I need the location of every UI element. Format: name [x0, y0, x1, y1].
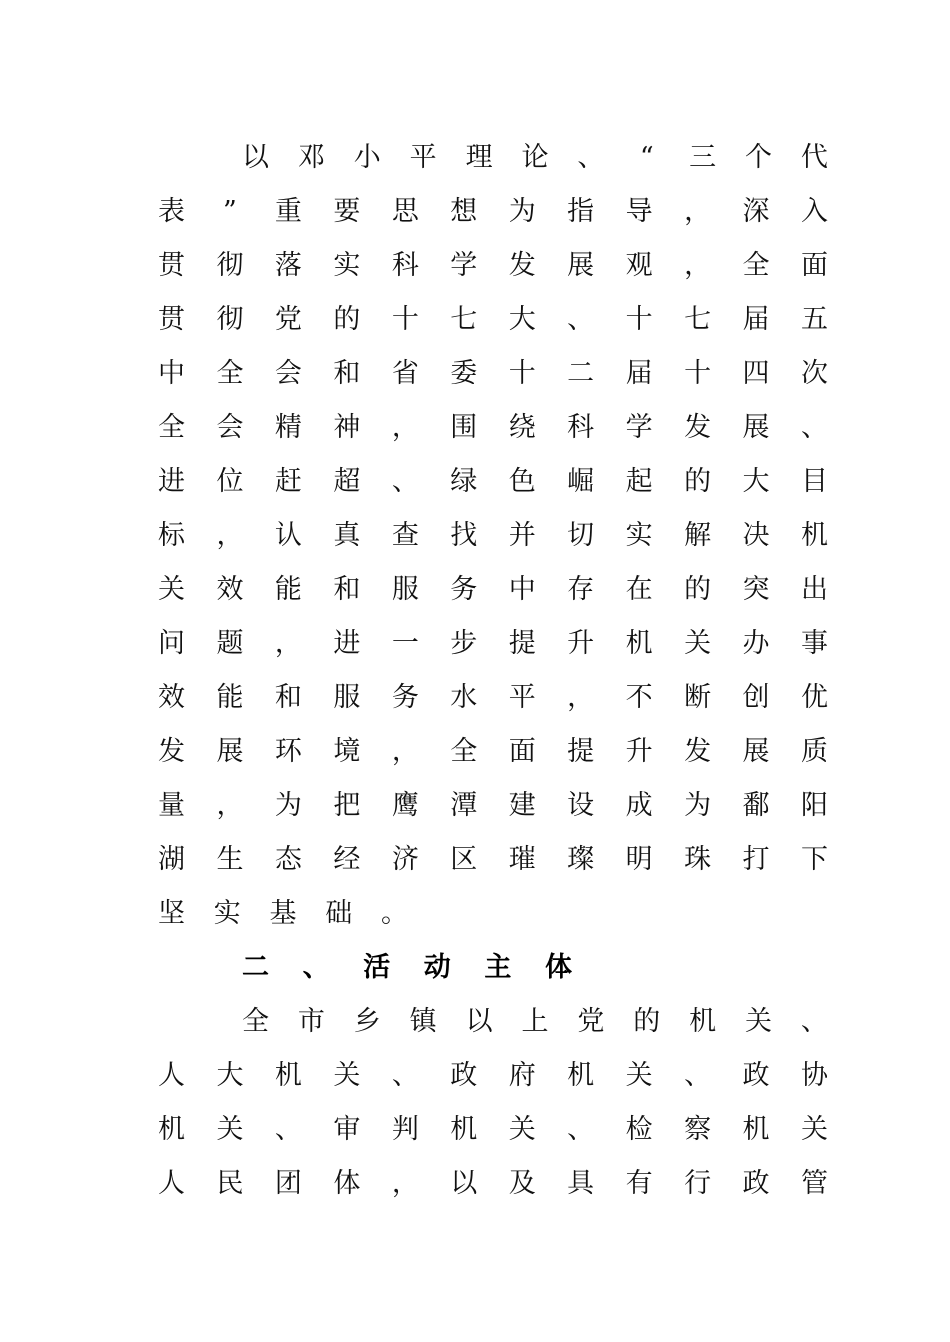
- text-char: 问: [158, 628, 185, 659]
- text-char: 设: [567, 790, 595, 821]
- text-char: 七: [684, 304, 712, 335]
- text-char: 升: [567, 628, 595, 659]
- text-char: “: [639, 142, 654, 173]
- text-char: 和: [274, 682, 302, 713]
- text-char: 境: [333, 736, 361, 767]
- text-char: 面: [800, 250, 828, 281]
- text-line: [158, 354, 828, 394]
- text-char: 平: [508, 682, 536, 713]
- text-char: 上: [521, 1006, 549, 1037]
- text-char: 量: [158, 790, 185, 821]
- text-char: 态: [274, 844, 302, 875]
- section-heading: [242, 948, 572, 988]
- text-char: 人: [158, 1168, 185, 1199]
- text-char: 坚: [158, 898, 185, 929]
- text-char: 察: [684, 1114, 712, 1145]
- text-char: 三: [689, 142, 717, 173]
- text-char: 经: [333, 844, 361, 875]
- text-char: 学: [625, 412, 653, 443]
- text-char: 找: [450, 520, 478, 551]
- text-char: 实: [625, 520, 653, 551]
- text-char: 为: [684, 790, 712, 821]
- text-char: ，: [274, 628, 302, 659]
- text-line: [158, 732, 828, 772]
- text-char: 理: [465, 142, 493, 173]
- text-char: 委: [450, 358, 478, 389]
- text-char: 决: [742, 520, 770, 551]
- text-char: 、: [302, 952, 330, 983]
- text-char: 七: [450, 304, 478, 335]
- text-char: 步: [450, 628, 478, 659]
- text-char: 不: [625, 682, 653, 713]
- text-char: 小: [353, 142, 381, 173]
- text-char: 政: [450, 1060, 478, 1091]
- text-char: 会: [274, 358, 302, 389]
- text-char: 想: [450, 196, 478, 227]
- text-char: 党: [577, 1006, 605, 1037]
- text-char: 起: [625, 466, 653, 497]
- text-char: 机: [625, 628, 653, 659]
- text-char: 升: [625, 736, 653, 767]
- text-char: 全: [216, 358, 244, 389]
- text-char: 切: [567, 520, 595, 551]
- text-char: 邓: [297, 142, 325, 173]
- text-char: 发: [684, 736, 712, 767]
- text-char: 论: [521, 142, 549, 173]
- text-line: [158, 570, 828, 610]
- text-char: 及: [508, 1168, 536, 1199]
- text-char: 务: [391, 682, 419, 713]
- text-line: [158, 1056, 828, 1096]
- text-char: 围: [450, 412, 478, 443]
- text-char: 展: [742, 736, 770, 767]
- text-char: 为: [508, 196, 536, 227]
- text-char: 中: [508, 574, 536, 605]
- text-char: 落: [274, 250, 302, 281]
- text-char: ，: [216, 520, 244, 551]
- text-char: 全: [158, 412, 185, 443]
- text-line: [158, 678, 828, 718]
- text-char: 创: [742, 682, 770, 713]
- text-char: 审: [333, 1114, 361, 1145]
- text-char: 十: [625, 304, 653, 335]
- text-char: 代: [800, 142, 828, 173]
- text-line: [158, 1164, 828, 1204]
- text-char: 精: [274, 412, 302, 443]
- text-char: 检: [625, 1114, 653, 1145]
- text-char: 础: [325, 898, 353, 929]
- text-char: 出: [800, 574, 828, 605]
- text-char: ，: [391, 736, 419, 767]
- text-char: 关: [625, 1060, 653, 1091]
- text-char: 发: [508, 250, 536, 281]
- text-char: 面: [508, 736, 536, 767]
- text-char: 优: [800, 682, 828, 713]
- text-char: 二: [567, 358, 595, 389]
- text-char: 查: [391, 520, 419, 551]
- text-char: 能: [274, 574, 302, 605]
- text-char: 要: [333, 196, 361, 227]
- text-char: 彻: [216, 250, 244, 281]
- text-line: [158, 516, 828, 556]
- text-char: 党: [274, 304, 302, 335]
- text-char: 机: [274, 1060, 302, 1091]
- text-char: 、: [567, 304, 595, 335]
- text-char: 行: [684, 1168, 712, 1199]
- text-char: 标: [158, 520, 185, 551]
- text-char: 全: [450, 736, 478, 767]
- text-char: 璨: [567, 844, 595, 875]
- text-char: 政: [742, 1060, 770, 1091]
- text-char: 、: [800, 1006, 828, 1037]
- text-char: 机: [158, 1114, 185, 1145]
- text-line: [158, 786, 828, 826]
- text-char: 四: [742, 358, 770, 389]
- text-char: 观: [625, 250, 653, 281]
- text-char: 表: [158, 196, 185, 227]
- text-line: [158, 300, 828, 340]
- text-char: 断: [684, 682, 712, 713]
- text-char: 彻: [216, 304, 244, 335]
- text-char: 并: [508, 520, 536, 551]
- text-char: 思: [391, 196, 419, 227]
- text-char: 机: [742, 1114, 770, 1145]
- text-char: 有: [625, 1168, 653, 1199]
- text-char: 生: [216, 844, 244, 875]
- text-line: [158, 192, 828, 232]
- text-char: ，: [567, 682, 595, 713]
- text-char: 潭: [450, 790, 478, 821]
- text-char: 关: [333, 1060, 361, 1091]
- text-line: [158, 840, 828, 880]
- text-char: 为: [274, 790, 302, 821]
- text-char: 政: [742, 1168, 770, 1199]
- text-char: 团: [274, 1168, 302, 1199]
- text-char: 体: [333, 1168, 361, 1199]
- text-char: 中: [158, 358, 185, 389]
- text-char: ，: [684, 250, 712, 281]
- text-char: 题: [216, 628, 244, 659]
- text-char: 效: [216, 574, 244, 605]
- text-char: 赶: [274, 466, 302, 497]
- text-char: 届: [742, 304, 770, 335]
- text-char: 全: [242, 1006, 269, 1037]
- text-line: [158, 624, 828, 664]
- text-char: 绕: [508, 412, 536, 443]
- text-char: 璀: [508, 844, 536, 875]
- text-char: 的: [333, 304, 361, 335]
- text-char: 办: [742, 628, 770, 659]
- text-char: 活: [363, 952, 391, 983]
- text-char: 建: [508, 790, 536, 821]
- text-char: 把: [333, 790, 361, 821]
- text-char: 、: [274, 1114, 302, 1145]
- text-char: 乡: [353, 1006, 381, 1037]
- text-char: 镇: [409, 1006, 437, 1037]
- text-char: 成: [625, 790, 653, 821]
- text-char: 个: [745, 142, 773, 173]
- text-char: 、: [577, 142, 605, 173]
- text-char: ，: [391, 1168, 419, 1199]
- text-char: 机: [800, 520, 828, 551]
- text-char: 位: [216, 466, 244, 497]
- text-char: 发: [684, 412, 712, 443]
- text-char: 和: [333, 574, 361, 605]
- text-char: 重: [274, 196, 302, 227]
- text-char: 十: [391, 304, 419, 335]
- text-char: 会: [216, 412, 244, 443]
- text-char: 存: [567, 574, 595, 605]
- text-char: 区: [450, 844, 478, 875]
- text-char: 学: [450, 250, 478, 281]
- text-line: [158, 408, 828, 448]
- text-char: 入: [800, 196, 828, 227]
- text-char: 提: [567, 736, 595, 767]
- text-line: [242, 138, 828, 178]
- text-char: ，: [391, 412, 419, 443]
- text-char: 超: [333, 466, 361, 497]
- text-char: 务: [450, 574, 478, 605]
- text-char: 关: [508, 1114, 536, 1145]
- text-char: 的: [684, 466, 712, 497]
- text-line: [158, 1110, 828, 1150]
- text-char: 色: [508, 466, 536, 497]
- text-char: 阳: [800, 790, 828, 821]
- text-char: 具: [567, 1168, 595, 1199]
- text-char: 服: [333, 682, 361, 713]
- text-char: 民: [216, 1168, 244, 1199]
- text-char: 十: [508, 358, 536, 389]
- text-char: 下: [800, 844, 828, 875]
- text-char: 展: [742, 412, 770, 443]
- text-char: 突: [742, 574, 770, 605]
- text-char: 鄱: [742, 790, 770, 821]
- text-char: 环: [274, 736, 302, 767]
- text-char: 次: [800, 358, 828, 389]
- text-char: 主: [484, 952, 512, 983]
- text-char: 济: [391, 844, 419, 875]
- text-char: 科: [391, 250, 419, 281]
- text-line: [158, 894, 408, 934]
- text-char: 以: [242, 142, 269, 173]
- text-char: 导: [625, 196, 653, 227]
- text-char: 在: [625, 574, 653, 605]
- text-char: 人: [158, 1060, 185, 1091]
- text-char: 一: [391, 628, 419, 659]
- text-char: 十: [684, 358, 712, 389]
- text-char: 关: [800, 1114, 828, 1145]
- text-char: 届: [625, 358, 653, 389]
- text-line: [158, 462, 828, 502]
- text-char: 展: [216, 736, 244, 767]
- text-char: 和: [333, 358, 361, 389]
- text-char: 神: [333, 412, 361, 443]
- text-char: 深: [742, 196, 770, 227]
- text-char: 大: [508, 304, 536, 335]
- text-char: 、: [391, 1060, 419, 1091]
- text-char: 以: [450, 1168, 478, 1199]
- text-char: 贯: [158, 304, 185, 335]
- text-char: 能: [216, 682, 244, 713]
- text-char: 事: [800, 628, 828, 659]
- text-char: 省: [391, 358, 419, 389]
- text-char: 关: [158, 574, 185, 605]
- text-char: 关: [216, 1114, 244, 1145]
- text-char: 明: [625, 844, 653, 875]
- text-char: 实: [213, 898, 241, 929]
- text-char: ”: [223, 196, 237, 227]
- text-line: [242, 1002, 828, 1042]
- text-char: 五: [800, 304, 828, 335]
- text-char: 绿: [450, 466, 478, 497]
- text-char: 认: [274, 520, 302, 551]
- text-char: 府: [508, 1060, 536, 1091]
- text-char: 、: [567, 1114, 595, 1145]
- text-char: 二: [242, 952, 269, 983]
- text-char: 全: [742, 250, 770, 281]
- text-char: 关: [745, 1006, 773, 1037]
- text-char: 服: [391, 574, 419, 605]
- text-char: 提: [508, 628, 536, 659]
- text-char: 进: [333, 628, 361, 659]
- text-char: 协: [800, 1060, 828, 1091]
- text-char: 贯: [158, 250, 185, 281]
- text-char: 目: [800, 466, 828, 497]
- text-char: 机: [450, 1114, 478, 1145]
- text-char: 打: [742, 844, 770, 875]
- text-char: 解: [684, 520, 712, 551]
- text-char: 以: [465, 1006, 493, 1037]
- text-char: 展: [567, 250, 595, 281]
- text-char: 质: [800, 736, 828, 767]
- text-char: 发: [158, 736, 185, 767]
- text-char: 、: [800, 412, 828, 443]
- text-char: 指: [567, 196, 595, 227]
- text-char: 、: [684, 1060, 712, 1091]
- text-char: 进: [158, 466, 185, 497]
- text-char: 珠: [684, 844, 712, 875]
- text-char: 动: [423, 952, 451, 983]
- text-char: 、: [391, 466, 419, 497]
- text-char: 科: [567, 412, 595, 443]
- text-char: ，: [684, 196, 712, 227]
- text-char: 实: [333, 250, 361, 281]
- text-char: 真: [333, 520, 361, 551]
- text-char: 体: [544, 952, 572, 983]
- text-char: 的: [633, 1006, 661, 1037]
- text-char: 机: [689, 1006, 717, 1037]
- text-char: 效: [158, 682, 185, 713]
- text-char: 市: [297, 1006, 325, 1037]
- text-char: ，: [216, 790, 244, 821]
- text-char: 基: [269, 898, 297, 929]
- text-char: 。: [381, 898, 408, 929]
- text-char: 机: [567, 1060, 595, 1091]
- text-char: 水: [450, 682, 478, 713]
- text-char: 关: [684, 628, 712, 659]
- text-char: 鹰: [391, 790, 419, 821]
- text-char: 判: [391, 1114, 419, 1145]
- text-char: 大: [742, 466, 770, 497]
- text-char: 的: [684, 574, 712, 605]
- text-char: 大: [216, 1060, 244, 1091]
- text-char: 平: [409, 142, 437, 173]
- text-char: 崛: [567, 466, 595, 497]
- text-line: [158, 246, 828, 286]
- text-char: 管: [800, 1168, 828, 1199]
- text-char: 湖: [158, 844, 185, 875]
